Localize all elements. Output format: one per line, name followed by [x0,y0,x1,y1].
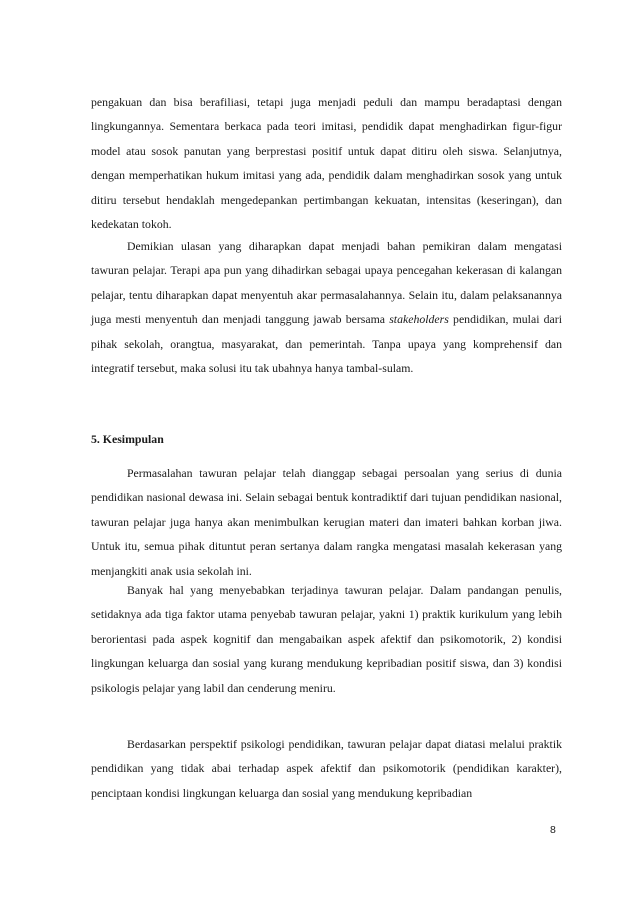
paragraph-closing-remarks [91,234,562,380]
section-heading: 5. Kesimpulan [91,432,164,446]
paragraph-continuation: pengakuan dan bisa berafiliasi, tetapi juga menjadi peduli dan mampu beradaptasi dengan lingkungannya. Sementara berkaca pada teori imitasi, pendidik dapat menghadirkan figur-figur model atau sosok panutan yang berprestasi positif untuk dapat ditiru oleh siswa. Selanjutnya, dengan memperhatikan hukum imitasi yang ada, pendidik dalam menghadirkan sosok yang untuk ditiru tersebut hendaklah mengedepankan pertimbangan kekuatan, intensitas (keseringan), dan kedekatan tokoh. [91,95,562,232]
paragraph-conclusion-1: Permasalahan tawuran pelajar telah dianggap sebagai persoalan yang serius di dunia pendidikan nasional dewasa ini. Selain sebagai bentuk kontradiktif dari tujuan pendidikan nasional, tawuran pelajar juga hanya akan menimbulkan kerugian materi dan imateri bahkan korban jiwa. Untuk itu, semua pihak dituntut peran sertanya dalam rangka mengatasi masalah kekerasan yang menjangkiti anak usia sekolah ini. [91,466,562,578]
paragraph-text-part-b: pendidikan, mulai dari pihak sekolah, orangtua, masyarakat, dan pemerintah. Tanpa upaya yang komprehensif dan integratif tersebut, maka solusi itu tak ubahnya hanya tambal-sulam. [91,312,563,376]
italic-term: stakeholders [389,312,449,327]
paragraph-conclusion-2: Banyak hal yang menyebabkan terjadinya tawuran pelajar. Dalam pandangan penulis, setidaknya ada tiga faktor utama penyebab tawuran pelajar, yakni 1) praktik kurikulum yang lebih berorientasi pada aspek kognitif dan mengabaikan aspek afektif dan psikomotorik, 2) kondisi lingkungan keluarga dan sosial yang kurang mendukung kepribadian positif siswa, dan 3) kondisi psikologis pelajar yang labil dan cenderung meniru. [91,583,562,695]
paragraph-text-part-a: Demikian ulasan yang diharapkan dapat menjadi bahan pemikiran dalam mengatasi tawuran pelajar. Terapi apa pun yang dihadirkan sebagai upaya pencegahan kekerasan di kalangan pelajar, tentu diharapkan dapat menyentuh akar permasalahannya. Selain itu, dalam pelaksanannya juga mesti menyentuh dan menjadi tanggung jawab bersama [91,239,562,327]
page-number: 8 [550,824,556,836]
paragraph-conclusion-3: Berdasarkan perspektif psikologi pendidikan, tawuran pelajar dapat diatasi melalui praktik pendidikan yang tidak abai terhadap aspek afektif dan psikomotorik (pendidikan karakter), penciptaan kondisi lingkungan keluarga dan sosial yang mendukung kepribadian [91,737,562,800]
